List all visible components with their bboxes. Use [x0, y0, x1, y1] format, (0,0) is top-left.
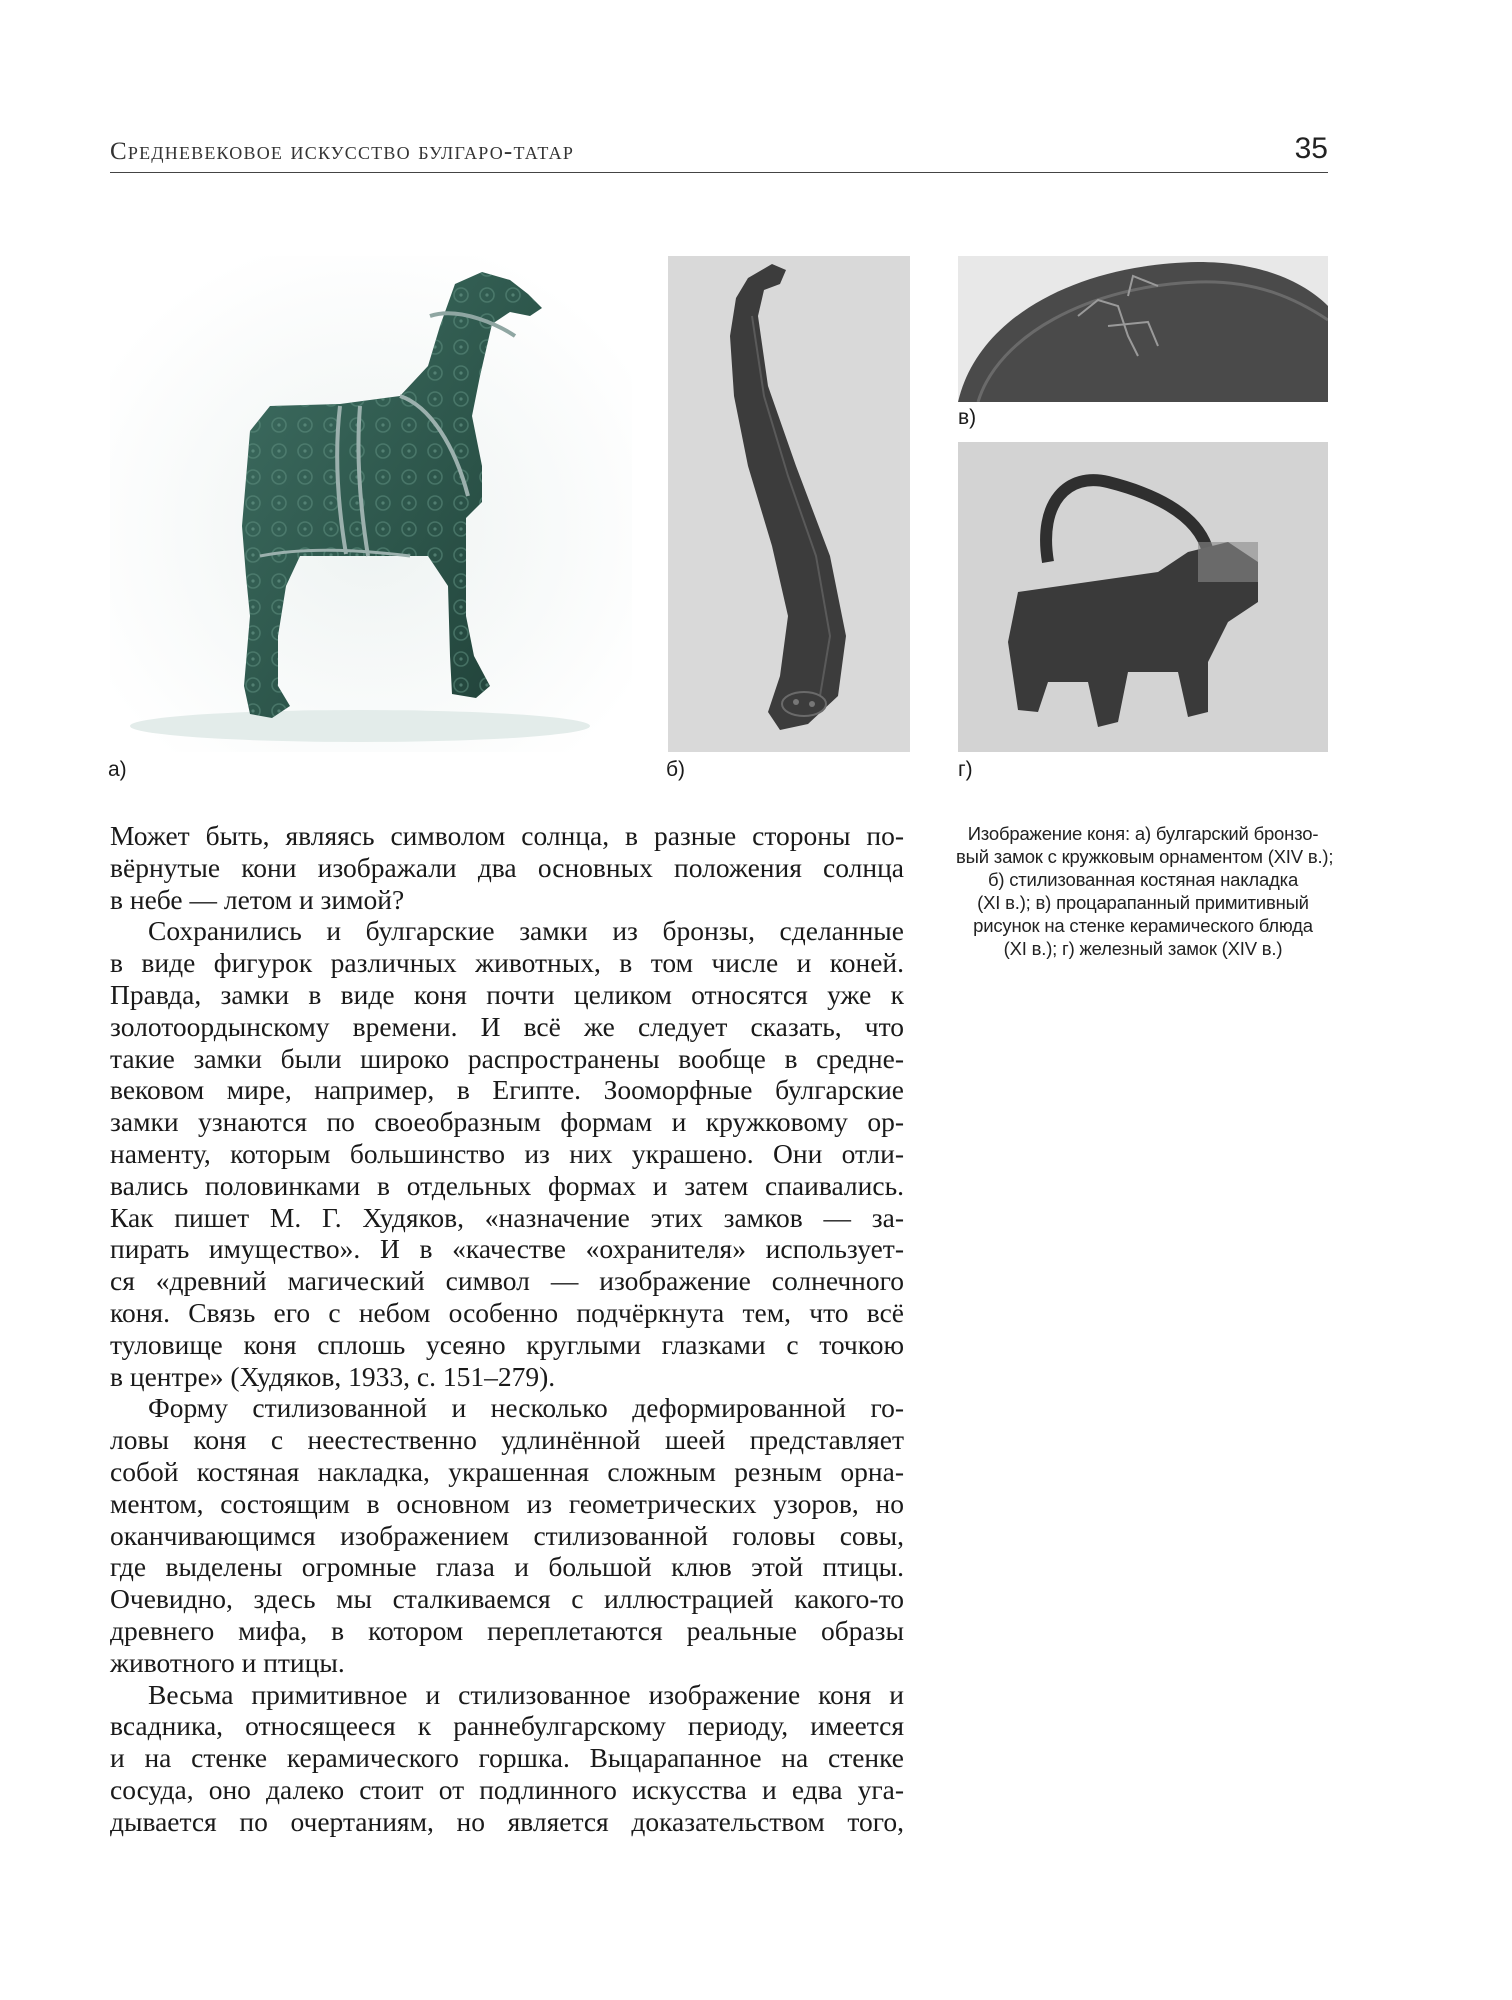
- text-line: Сохранились и булгарские замки из бронзы, сделанные: [148, 915, 904, 947]
- running-title: Средневековое искусство булгаро-татар: [110, 138, 575, 165]
- page-number: 35: [1294, 132, 1328, 165]
- text-line: ловы коня с неестественно удлинённой шеей представляет: [110, 1424, 904, 1456]
- text-line: в виде фигурок различных животных, в том числе и коней.: [110, 947, 904, 979]
- text-line: оканчивающимся изображением стилизованной головы совы,: [110, 1519, 904, 1551]
- figure-caption: [956, 822, 1334, 960]
- caption-line: вый замок с кружковым орнаментом (XIV в.);: [956, 846, 1334, 867]
- text-line: туловище коня сплошь усеяно круглыми глазками с точкою: [110, 1328, 904, 1360]
- text-line: пирать имущество». И в «качестве «охранителя» использует-: [110, 1233, 904, 1265]
- text-line: где выделены огромные глаза и большой клюв этой птицы.: [110, 1551, 904, 1583]
- text-line: Правда, замки в виде коня почти целиком относятся уже к: [110, 978, 904, 1010]
- text-line: Форму стилизованной и несколько деформированной го-: [148, 1392, 904, 1424]
- text-line: Очевидно, здесь мы сталкиваемся с иллюстрацией какого-то: [110, 1583, 904, 1615]
- text-line: в центре» (Худяков, 1933, с. 151–279).: [110, 1360, 556, 1392]
- text-line: такие замки были широко распространены вообще в средне-: [110, 1042, 904, 1074]
- text-line: вались половинками в отдельных формах и затем спаивались.: [110, 1169, 904, 1201]
- figure-bone-plaque: [668, 256, 910, 752]
- text-line: дывается по очертаниям, но является доказательством того,: [110, 1805, 904, 1837]
- running-header: [110, 132, 1328, 173]
- text-line: сосуда, оно далеко стоит от подлинного искусства и едва уга-: [110, 1773, 904, 1805]
- text-line: животного и птицы.: [110, 1646, 345, 1678]
- caption-line: рисунок на стенке керамического блюда: [973, 915, 1313, 936]
- figure-iron-lock: [958, 442, 1328, 752]
- caption-line: Изображение коня: а) булгарский бронзо-: [967, 823, 1319, 844]
- figure-ceramic-bowl: [958, 256, 1328, 402]
- text-line: всадника, относящееся к раннебулгарскому периоду, имеется: [110, 1710, 904, 1742]
- figure-bronze-horse-lock: [110, 256, 632, 752]
- text-line: наменту, которым большинство из них украшено. Они отли-: [110, 1137, 904, 1169]
- text-line: древнего мифа, в котором переплетаются реальные образы: [110, 1614, 904, 1646]
- text-line: Весьма примитивное и стилизованное изображение коня и: [148, 1678, 904, 1710]
- caption-line: (XI в.); в) процарапанный примитивный: [977, 892, 1309, 913]
- caption-line: б) стилизованная костяная накладка: [987, 869, 1299, 890]
- text-line: Может быть, являясь символом солнца, в разные стороны по-: [110, 820, 904, 851]
- figure-label-g: г): [958, 758, 973, 781]
- text-line: вёрнутые кони изображали два основных положения солнца: [110, 851, 904, 883]
- text-line: и на стенке керамического горшка. Выцарапанное на стенке: [110, 1742, 904, 1774]
- text-line: собой костяная накладка, украшенная сложным резным орна-: [110, 1455, 904, 1487]
- text-line: вековом мире, например, в Египте. Зооморфные булгарские: [110, 1074, 904, 1106]
- text-line: в небе — летом и зимой?: [110, 883, 405, 915]
- text-line: золотоордынскому времени. И всё же следует сказать, что: [110, 1010, 904, 1042]
- body-text: [110, 820, 904, 1838]
- figure-label-v: в): [958, 406, 977, 429]
- caption-line: (XI в.); г) железный замок (XIV в.): [1003, 938, 1283, 959]
- figure-label-b: б): [666, 758, 686, 781]
- text-line: ся «древний магический символ — изображение солнечного: [110, 1265, 904, 1297]
- text-line: ментом, состоящим в основном из геометрических узоров, но: [110, 1487, 904, 1519]
- text-line: замки узнаются по своеобразным формам и кружковому ор-: [110, 1106, 904, 1138]
- figure-label-a: а): [108, 758, 127, 781]
- text-line: коня. Связь его с небом особенно подчёркнута тем, что всё: [110, 1296, 904, 1328]
- text-line: Как пишет М. Г. Худяков, «назначение этих замков — за-: [110, 1201, 904, 1233]
